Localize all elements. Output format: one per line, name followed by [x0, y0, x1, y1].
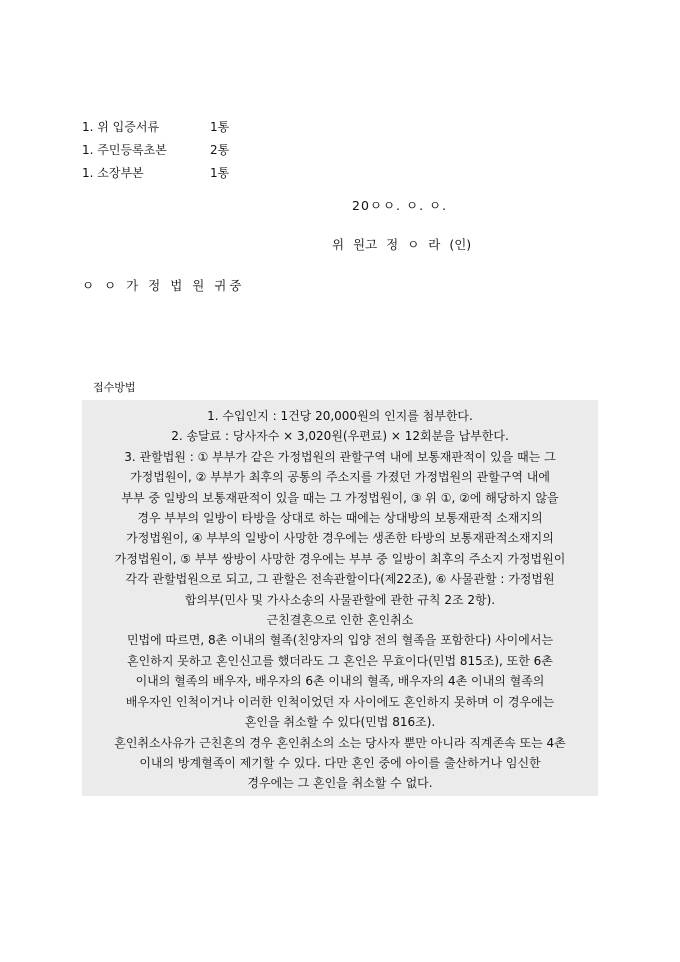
method-line: 근친결혼으로 인한 혼인취소 — [266, 613, 414, 628]
method-line: 3. 관할법원 : ① 부부가 같은 가정법원의 관할구역 내에 보통재판적이 있을 때는 그 — [124, 449, 556, 464]
attachment-count: 1통 — [210, 166, 230, 180]
method-line: 가정법원이, ② 부부가 최후의 공통의 주소지를 가졌던 가정법원의 관할구역 내에 — [130, 470, 550, 485]
method-box — [82, 400, 598, 796]
method-heading: 접수방법 — [93, 381, 136, 394]
attachment-item: 1. 위 입증서류 — [82, 120, 160, 134]
plaintiff-signature: 위 원고 정 ㅇ 라 (인) — [332, 237, 472, 252]
method-line: 혼인하지 못하고 혼인신고를 했더라도 그 혼인은 무효이다(민법 815조), 또한 6촌 — [127, 653, 553, 668]
method-line: 이내의 방계혈족이 제기할 수 있다. 다만 혼인 중에 아이를 출산하거나 임신한 — [139, 755, 541, 770]
method-line: 2. 송달료 : 당사자수 × 3,020원(우편료) × 12회분을 납부한다. — [171, 429, 509, 444]
method-line: 부부 중 일방의 보통재판적이 있을 때는 그 가정법원이, ③ 위 ①, ②에 해당하지 않을 — [121, 490, 559, 505]
attachment-count: 2통 — [210, 143, 230, 157]
attachment-item: 1. 소장부본 — [82, 166, 144, 180]
method-line: 이내의 혈족의 배우자, 배우자의 6촌 이내의 혈족, 배우자의 4촌 이내의 혈족의 — [135, 674, 545, 689]
method-line: 배우자인 인척이거나 이러한 인척이었던 자 사이에도 혼인하지 못하며 이 경우에는 — [125, 694, 555, 709]
method-line: 합의부(민사 및 가사소송의 사물관할에 관한 규칙 2조 2항). — [184, 592, 496, 607]
method-line: 경우 부부의 일방이 타방을 상대로 하는 때에는 상대방의 보통재판적 소재지의 — [137, 511, 543, 526]
method-line: 혼인을 취소할 수 있다(민법 816조). — [244, 715, 436, 730]
attachment-row — [82, 162, 229, 185]
method-line: 혼인취소사유가 근친혼의 경우 혼인취소의 소는 당사자 뿐만 아니라 직계존속 또는 4촌 — [114, 735, 566, 750]
method-line: 각각 관할법원으로 되고, 그 관할은 전속관할이다(제22조), ⑥ 사물관할 : 가정법원 — [125, 572, 555, 587]
court-addressee: ㅇ ㅇ 가 정 법 원 귀중 — [82, 278, 245, 293]
method-line: 가정법원이, ⑤ 부부 쌍방이 사망한 경우에는 부부 중 일방이 최후의 주소지 가정법원이 — [114, 551, 566, 566]
attachment-row — [82, 116, 229, 139]
attachment-list — [82, 116, 229, 185]
method-line: 민법에 따르면, 8촌 이내의 혈족(친양자의 입양 전의 혈족을 포함한다) 사이에서는 — [126, 633, 554, 648]
document-date: 20ㅇㅇ. ㅇ. ㅇ. — [352, 198, 448, 213]
method-line: 1. 수입인지 : 1건당 20,000원의 인지를 첨부한다. — [207, 409, 473, 423]
method-line: 경우에는 그 혼인을 취소할 수 없다. — [247, 776, 433, 791]
attachment-item: 1. 주민등록초본 — [82, 143, 167, 157]
attachment-count: 1통 — [210, 120, 230, 134]
attachment-row — [82, 139, 229, 162]
method-line: 가정법원이, ④ 부부의 일방이 사망한 경우에는 생존한 타방의 보통재판적소재지의 — [126, 531, 554, 546]
